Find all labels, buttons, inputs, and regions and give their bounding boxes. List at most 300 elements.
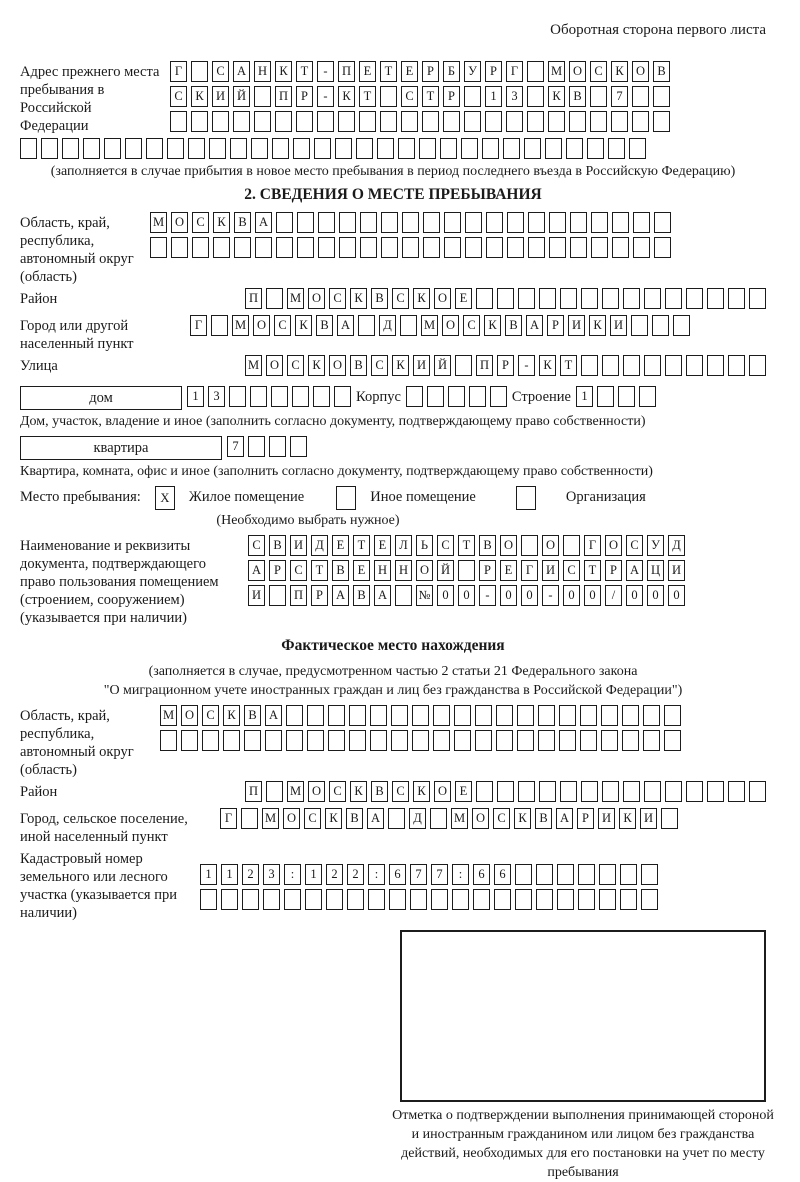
char-box[interactable] [440, 138, 457, 159]
char-box[interactable]: М [287, 781, 304, 802]
char-box[interactable]: С [590, 61, 607, 82]
char-box[interactable]: В [569, 86, 586, 107]
char-box[interactable] [518, 781, 535, 802]
char-box[interactable]: Г [220, 808, 237, 829]
char-box[interactable] [559, 705, 576, 726]
char-box[interactable] [402, 237, 419, 258]
char-box[interactable] [313, 386, 330, 407]
char-box[interactable] [452, 889, 469, 910]
char-box[interactable] [622, 730, 639, 751]
char-box[interactable] [229, 386, 246, 407]
char-box[interactable] [326, 889, 343, 910]
char-box[interactable]: С [329, 781, 346, 802]
char-box[interactable] [401, 111, 418, 132]
char-box[interactable] [454, 730, 471, 751]
char-box[interactable]: О [329, 355, 346, 376]
char-box[interactable] [528, 237, 545, 258]
char-box[interactable] [486, 212, 503, 233]
char-box[interactable] [545, 138, 562, 159]
char-box[interactable]: С [304, 808, 321, 829]
char-box[interactable]: Е [353, 560, 370, 581]
char-box[interactable]: М [287, 288, 304, 309]
char-box[interactable] [248, 436, 265, 457]
char-box[interactable] [506, 111, 523, 132]
char-box[interactable] [653, 111, 670, 132]
char-box[interactable] [335, 138, 352, 159]
char-box[interactable] [202, 730, 219, 751]
char-box[interactable]: 1 [576, 386, 593, 407]
char-box[interactable] [528, 212, 545, 233]
char-box[interactable] [431, 889, 448, 910]
char-box[interactable]: С [493, 808, 510, 829]
char-box[interactable] [686, 288, 703, 309]
char-box[interactable] [234, 237, 251, 258]
char-box[interactable]: А [248, 560, 265, 581]
kvartira-type-box[interactable]: квартира [20, 436, 222, 460]
char-box[interactable] [476, 781, 493, 802]
char-box[interactable]: В [653, 61, 670, 82]
char-box[interactable] [209, 138, 226, 159]
char-box[interactable] [644, 288, 661, 309]
char-box[interactable] [490, 386, 507, 407]
char-box[interactable]: 7 [227, 436, 244, 457]
char-box[interactable]: - [479, 585, 496, 606]
char-box[interactable]: В [371, 288, 388, 309]
char-box[interactable] [242, 889, 259, 910]
char-box[interactable] [292, 386, 309, 407]
char-box[interactable] [644, 781, 661, 802]
char-box[interactable]: О [500, 535, 517, 556]
char-box[interactable] [192, 237, 209, 258]
char-box[interactable] [507, 237, 524, 258]
char-box[interactable] [549, 212, 566, 233]
char-box[interactable]: К [223, 705, 240, 726]
char-box[interactable] [146, 138, 163, 159]
char-box[interactable] [633, 212, 650, 233]
char-box[interactable] [580, 730, 597, 751]
char-box[interactable] [507, 212, 524, 233]
char-box[interactable] [241, 808, 258, 829]
char-box[interactable] [314, 138, 331, 159]
char-box[interactable] [250, 386, 267, 407]
char-box[interactable]: О [266, 355, 283, 376]
char-box[interactable]: Д [379, 315, 396, 336]
char-box[interactable] [612, 237, 629, 258]
char-box[interactable] [482, 138, 499, 159]
char-box[interactable]: Т [380, 61, 397, 82]
char-box[interactable]: И [598, 808, 615, 829]
char-box[interactable]: Т [422, 86, 439, 107]
char-box[interactable] [370, 705, 387, 726]
char-box[interactable] [517, 705, 534, 726]
char-box[interactable]: М [245, 355, 262, 376]
char-box[interactable]: В [353, 585, 370, 606]
char-box[interactable]: К [548, 86, 565, 107]
char-box[interactable] [191, 111, 208, 132]
char-box[interactable]: К [275, 61, 292, 82]
char-box[interactable]: Г [521, 560, 538, 581]
char-box[interactable]: К [213, 212, 230, 233]
char-box[interactable]: Г [506, 61, 523, 82]
char-box[interactable] [297, 212, 314, 233]
char-box[interactable] [391, 705, 408, 726]
char-box[interactable] [286, 705, 303, 726]
char-box[interactable]: М [548, 61, 565, 82]
char-box[interactable]: К [619, 808, 636, 829]
char-box[interactable] [665, 781, 682, 802]
char-box[interactable]: Т [458, 535, 475, 556]
char-box[interactable] [563, 535, 580, 556]
char-box[interactable] [221, 889, 238, 910]
char-box[interactable] [476, 288, 493, 309]
char-box[interactable] [377, 138, 394, 159]
char-box[interactable] [497, 781, 514, 802]
char-box[interactable]: П [338, 61, 355, 82]
char-box[interactable]: В [269, 535, 286, 556]
char-box[interactable] [654, 237, 671, 258]
char-box[interactable]: И [248, 585, 265, 606]
char-box[interactable]: К [413, 288, 430, 309]
char-box[interactable]: И [610, 315, 627, 336]
char-box[interactable]: А [233, 61, 250, 82]
char-box[interactable]: М [160, 705, 177, 726]
char-box[interactable]: С [437, 535, 454, 556]
char-box[interactable] [599, 889, 616, 910]
char-box[interactable]: И [568, 315, 585, 336]
char-box[interactable] [538, 705, 555, 726]
char-box[interactable] [618, 386, 635, 407]
char-box[interactable] [644, 355, 661, 376]
char-box[interactable] [665, 355, 682, 376]
char-box[interactable]: Ц [647, 560, 664, 581]
char-box[interactable]: : [284, 864, 301, 885]
char-box[interactable] [707, 288, 724, 309]
char-box[interactable] [380, 111, 397, 132]
char-box[interactable] [293, 138, 310, 159]
char-box[interactable] [223, 730, 240, 751]
char-box[interactable]: К [413, 781, 430, 802]
char-box[interactable] [263, 889, 280, 910]
char-box[interactable]: О [605, 535, 622, 556]
char-box[interactable]: К [514, 808, 531, 829]
char-box[interactable]: Б [443, 61, 460, 82]
char-box[interactable] [465, 237, 482, 258]
char-box[interactable]: 7 [431, 864, 448, 885]
char-box[interactable]: Е [455, 781, 472, 802]
char-box[interactable] [160, 730, 177, 751]
char-box[interactable]: Д [311, 535, 328, 556]
char-box[interactable]: Д [409, 808, 426, 829]
char-box[interactable] [272, 138, 289, 159]
char-box[interactable]: Т [560, 355, 577, 376]
char-box[interactable]: К [191, 86, 208, 107]
char-box[interactable]: В [505, 315, 522, 336]
char-box[interactable]: М [232, 315, 249, 336]
char-box[interactable] [560, 288, 577, 309]
char-box[interactable] [641, 889, 658, 910]
char-box[interactable] [707, 781, 724, 802]
char-box[interactable]: Т [584, 560, 601, 581]
char-box[interactable] [569, 111, 586, 132]
char-box[interactable] [632, 111, 649, 132]
char-box[interactable] [328, 705, 345, 726]
char-box[interactable]: С [202, 705, 219, 726]
char-box[interactable] [623, 288, 640, 309]
char-box[interactable] [623, 781, 640, 802]
char-box[interactable] [633, 237, 650, 258]
char-box[interactable]: И [542, 560, 559, 581]
char-box[interactable]: Е [332, 535, 349, 556]
char-box[interactable]: В [234, 212, 251, 233]
char-box[interactable]: Л [395, 535, 412, 556]
char-box[interactable]: Н [395, 560, 412, 581]
char-box[interactable] [464, 111, 481, 132]
char-box[interactable] [539, 781, 556, 802]
char-box[interactable]: С [287, 355, 304, 376]
char-box[interactable] [494, 889, 511, 910]
char-box[interactable]: Т [311, 560, 328, 581]
char-box[interactable]: С [248, 535, 265, 556]
char-box[interactable]: 0 [626, 585, 643, 606]
char-box[interactable] [664, 730, 681, 751]
char-box[interactable]: У [647, 535, 664, 556]
char-box[interactable] [475, 730, 492, 751]
char-box[interactable] [578, 889, 595, 910]
char-box[interactable]: В [479, 535, 496, 556]
char-box[interactable] [548, 111, 565, 132]
char-box[interactable] [211, 315, 228, 336]
char-box[interactable] [620, 864, 637, 885]
char-box[interactable]: И [668, 560, 685, 581]
char-box[interactable] [444, 237, 461, 258]
char-box[interactable]: Р [479, 560, 496, 581]
char-box[interactable] [391, 730, 408, 751]
char-box[interactable]: 1 [187, 386, 204, 407]
char-box[interactable]: А [367, 808, 384, 829]
char-box[interactable] [570, 212, 587, 233]
char-box[interactable] [395, 585, 412, 606]
char-box[interactable]: 2 [242, 864, 259, 885]
char-box[interactable] [455, 355, 472, 376]
char-box[interactable] [271, 386, 288, 407]
char-box[interactable]: Р [422, 61, 439, 82]
char-box[interactable]: М [150, 212, 167, 233]
char-box[interactable] [578, 864, 595, 885]
char-box[interactable] [686, 781, 703, 802]
char-box[interactable] [465, 212, 482, 233]
char-box[interactable]: Г [584, 535, 601, 556]
char-box[interactable]: К [589, 315, 606, 336]
char-box[interactable] [427, 386, 444, 407]
char-box[interactable] [454, 705, 471, 726]
char-box[interactable] [388, 808, 405, 829]
char-box[interactable]: О [181, 705, 198, 726]
char-box[interactable] [707, 355, 724, 376]
char-box[interactable]: К [350, 288, 367, 309]
char-box[interactable]: М [451, 808, 468, 829]
char-box[interactable]: Ь [416, 535, 433, 556]
char-box[interactable]: В [244, 705, 261, 726]
char-box[interactable] [230, 138, 247, 159]
char-box[interactable] [266, 781, 283, 802]
char-box[interactable] [559, 730, 576, 751]
char-box[interactable] [517, 730, 534, 751]
residence-type-checkbox-inoe[interactable] [336, 486, 356, 510]
char-box[interactable] [269, 585, 286, 606]
char-box[interactable]: О [434, 288, 451, 309]
char-box[interactable]: О [283, 808, 300, 829]
char-box[interactable] [356, 138, 373, 159]
char-box[interactable]: О [434, 781, 451, 802]
char-box[interactable] [570, 237, 587, 258]
char-box[interactable] [402, 212, 419, 233]
char-box[interactable]: Р [311, 585, 328, 606]
char-box[interactable] [104, 138, 121, 159]
char-box[interactable] [370, 730, 387, 751]
char-box[interactable]: 6 [389, 864, 406, 885]
char-box[interactable]: Е [500, 560, 517, 581]
char-box[interactable]: И [413, 355, 430, 376]
char-box[interactable]: Е [374, 535, 391, 556]
char-box[interactable]: 1 [485, 86, 502, 107]
char-box[interactable]: Р [547, 315, 564, 336]
char-box[interactable] [686, 355, 703, 376]
char-box[interactable]: О [308, 288, 325, 309]
char-box[interactable] [334, 386, 351, 407]
char-box[interactable]: А [332, 585, 349, 606]
char-box[interactable] [643, 705, 660, 726]
char-box[interactable]: А [626, 560, 643, 581]
char-box[interactable] [464, 86, 481, 107]
char-box[interactable] [359, 111, 376, 132]
char-box[interactable] [623, 355, 640, 376]
char-box[interactable]: К [295, 315, 312, 336]
char-box[interactable]: 6 [473, 864, 490, 885]
char-box[interactable]: Й [233, 86, 250, 107]
char-box[interactable] [652, 315, 669, 336]
char-box[interactable]: Е [455, 288, 472, 309]
char-box[interactable] [412, 730, 429, 751]
char-box[interactable]: С [329, 288, 346, 309]
char-box[interactable]: О [542, 535, 559, 556]
char-box[interactable] [349, 730, 366, 751]
char-box[interactable] [632, 86, 649, 107]
char-box[interactable] [276, 212, 293, 233]
char-box[interactable] [423, 212, 440, 233]
char-box[interactable]: К [611, 61, 628, 82]
char-box[interactable] [400, 315, 417, 336]
char-box[interactable]: П [275, 86, 292, 107]
char-box[interactable] [150, 237, 167, 258]
char-box[interactable] [406, 386, 423, 407]
char-box[interactable] [549, 237, 566, 258]
char-box[interactable]: С [192, 212, 209, 233]
char-box[interactable]: С [290, 560, 307, 581]
char-box[interactable]: А [255, 212, 272, 233]
char-box[interactable] [485, 111, 502, 132]
char-box[interactable]: 7 [611, 86, 628, 107]
char-box[interactable]: / [605, 585, 622, 606]
char-box[interactable]: С [371, 355, 388, 376]
char-box[interactable] [527, 111, 544, 132]
char-box[interactable]: О [472, 808, 489, 829]
char-box[interactable]: 0 [647, 585, 664, 606]
char-box[interactable] [539, 288, 556, 309]
char-box[interactable] [664, 705, 681, 726]
char-box[interactable]: О [308, 781, 325, 802]
char-box[interactable] [125, 138, 142, 159]
char-box[interactable]: Р [605, 560, 622, 581]
char-box[interactable]: А [556, 808, 573, 829]
char-box[interactable] [560, 781, 577, 802]
char-box[interactable] [275, 111, 292, 132]
char-box[interactable] [255, 237, 272, 258]
char-box[interactable] [536, 864, 553, 885]
char-box[interactable] [297, 237, 314, 258]
char-box[interactable] [661, 808, 678, 829]
char-box[interactable]: С [392, 288, 409, 309]
char-box[interactable] [360, 212, 377, 233]
char-box[interactable]: Н [254, 61, 271, 82]
char-box[interactable] [496, 705, 513, 726]
char-box[interactable]: С [626, 535, 643, 556]
char-box[interactable]: И [290, 535, 307, 556]
char-box[interactable] [601, 705, 618, 726]
char-box[interactable] [536, 889, 553, 910]
char-box[interactable]: А [337, 315, 354, 336]
char-box[interactable]: Е [359, 61, 376, 82]
char-box[interactable] [381, 212, 398, 233]
char-box[interactable] [518, 288, 535, 309]
char-box[interactable]: 0 [563, 585, 580, 606]
char-box[interactable]: О [253, 315, 270, 336]
char-box[interactable]: И [640, 808, 657, 829]
char-box[interactable]: С [463, 315, 480, 336]
char-box[interactable] [653, 86, 670, 107]
char-box[interactable]: О [416, 560, 433, 581]
char-box[interactable]: 3 [208, 386, 225, 407]
char-box[interactable] [557, 864, 574, 885]
char-box[interactable]: К [392, 355, 409, 376]
char-box[interactable]: : [368, 864, 385, 885]
char-box[interactable]: 0 [458, 585, 475, 606]
char-box[interactable] [433, 705, 450, 726]
char-box[interactable] [284, 889, 301, 910]
char-box[interactable] [62, 138, 79, 159]
char-box[interactable] [749, 781, 766, 802]
char-box[interactable] [41, 138, 58, 159]
char-box[interactable] [349, 705, 366, 726]
char-box[interactable] [444, 212, 461, 233]
char-box[interactable]: О [442, 315, 459, 336]
char-box[interactable]: Н [374, 560, 391, 581]
char-box[interactable]: 0 [500, 585, 517, 606]
char-box[interactable]: 2 [326, 864, 343, 885]
char-box[interactable] [254, 86, 271, 107]
char-box[interactable] [305, 889, 322, 910]
char-box[interactable]: Й [434, 355, 451, 376]
char-box[interactable]: М [262, 808, 279, 829]
char-box[interactable] [265, 730, 282, 751]
char-box[interactable] [307, 705, 324, 726]
char-box[interactable]: Р [577, 808, 594, 829]
char-box[interactable] [430, 808, 447, 829]
char-box[interactable]: М [421, 315, 438, 336]
char-box[interactable] [233, 111, 250, 132]
char-box[interactable] [290, 436, 307, 457]
char-box[interactable] [673, 315, 690, 336]
char-box[interactable] [448, 386, 465, 407]
